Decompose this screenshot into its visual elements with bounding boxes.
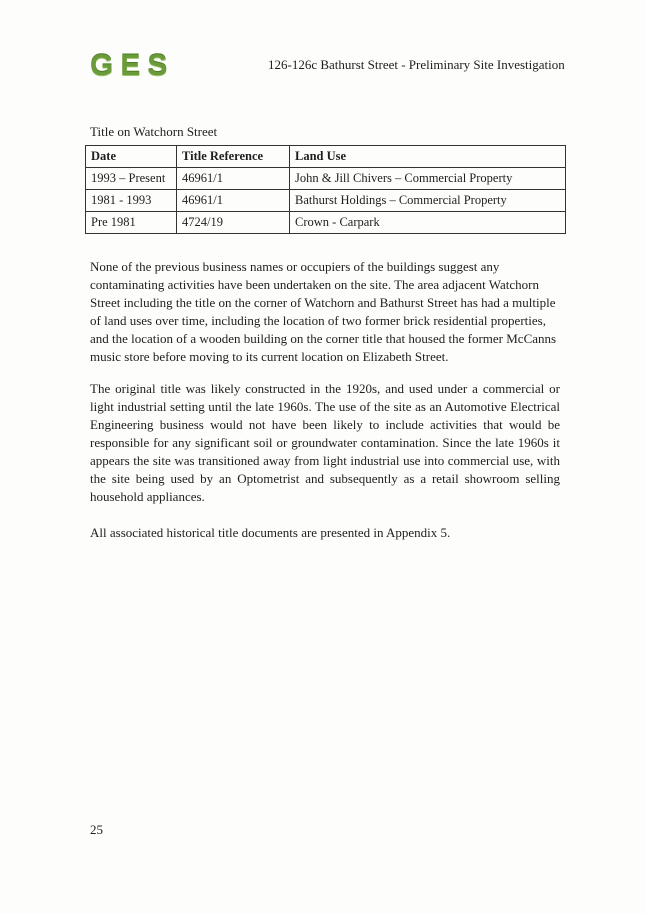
page-number: 25 xyxy=(90,822,103,837)
paragraph-site-history: The original title was likely constructed in the 1920s, and used under a commercial or light industrial setting until the late 1960s. The use of the site as an Automotive Electrical Engineering business would not have been likely to include activities that would be responsible for any significant soil or groundwater contamination. Since the late 1960s it appears the site was transitioned away from light industrial use into commercial use, with the site being used by an Optometrist and subsequently as a retail showroom selling household appliances. xyxy=(90,381,560,504)
table-header-row xyxy=(86,146,566,168)
table-caption: Title on Watchorn Street xyxy=(90,124,218,139)
document-header-title: 126-126c Bathurst Street - Preliminary Site Investigation xyxy=(268,57,565,72)
column-header-land-use: Land Use xyxy=(290,146,566,168)
cell-land-use: Bathurst Holdings – Commercial Property xyxy=(290,190,566,212)
table-row xyxy=(86,212,566,234)
cell-land-use: Crown - Carpark xyxy=(290,212,566,234)
table-row xyxy=(86,190,566,212)
cell-title-reference: 46961/1 xyxy=(177,168,290,190)
cell-title-reference: 4724/19 xyxy=(177,212,290,234)
table-row xyxy=(86,168,566,190)
company-logo: GES xyxy=(90,49,175,82)
cell-land-use: John & Jill Chivers – Commercial Property xyxy=(290,168,566,190)
cell-date: 1993 – Present xyxy=(86,168,177,190)
paragraph-appendix-reference: All associated historical title documents are presented in Appendix 5. xyxy=(90,525,451,540)
cell-date: Pre 1981 xyxy=(86,212,177,234)
cell-title-reference: 46961/1 xyxy=(177,190,290,212)
paragraph-previous-occupiers: None of the previous business names or occupiers of the buildings suggest any contaminating activities have been undertaken on the site. The area adjacent Watchorn Street including the title on the corner of Watchorn and Bathurst Street has had a multiple of land uses over time, including the location of two former brick residential properties, and the location of a wooden building on the corner title that housed the former McCanns music store before moving to its current location on Elizabeth Street. xyxy=(90,259,557,364)
column-header-date: Date xyxy=(86,146,177,168)
title-history-table xyxy=(85,145,566,234)
cell-date: 1981 - 1993 xyxy=(86,190,177,212)
column-header-title-reference: Title Reference xyxy=(177,146,290,168)
